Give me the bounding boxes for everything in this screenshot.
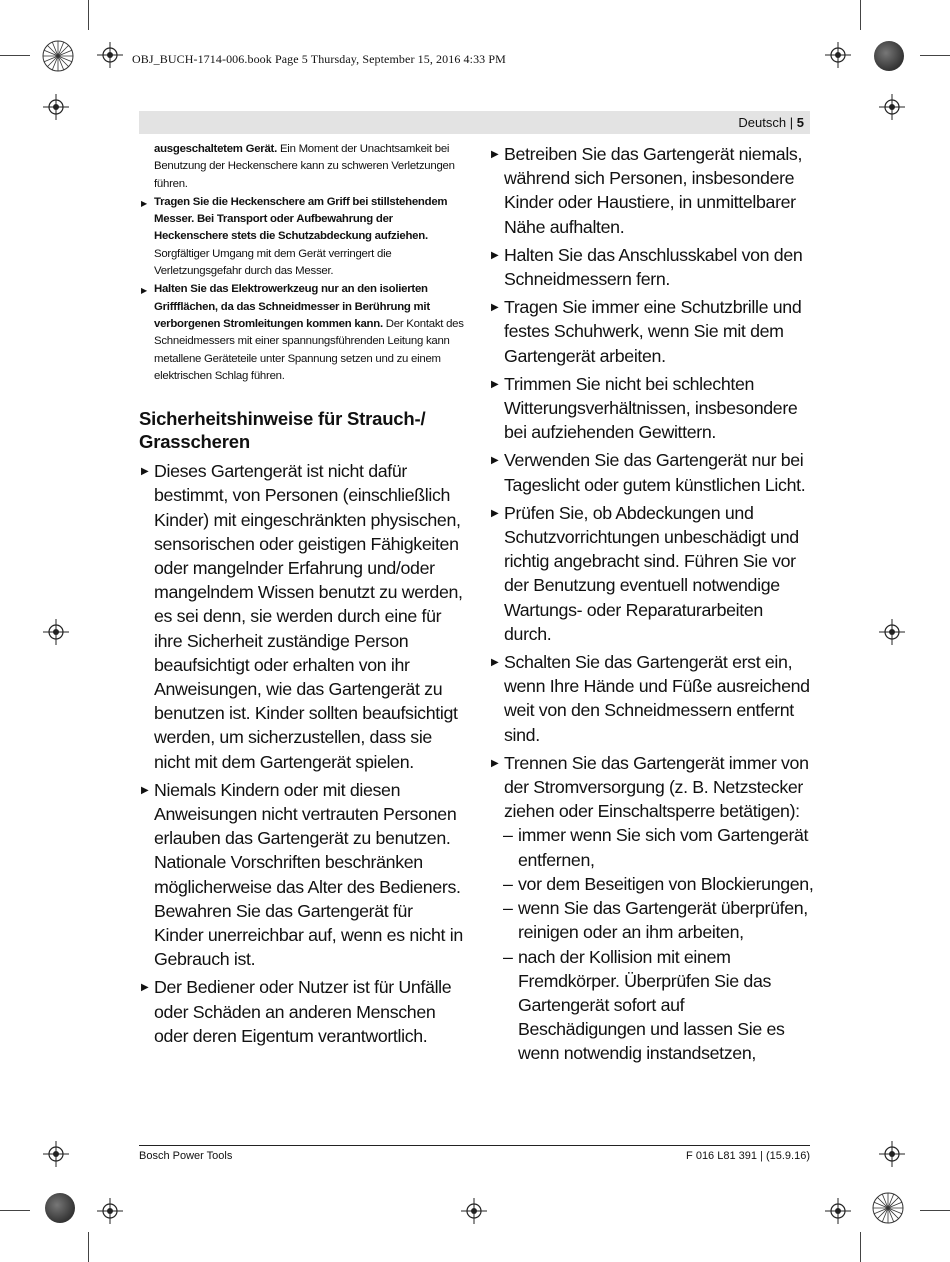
dash-glyph: –: [503, 873, 513, 894]
crosshair-mark-icon: [825, 42, 851, 68]
registration-rosette-icon: [42, 40, 74, 72]
print-slug: OBJ_BUCH-1714-006.book Page 5 Thursday, September 15, 2016 4:33 PM: [132, 52, 506, 66]
section-heading: Sicherheitshinweise für Strauch-/ Grasscheren: [139, 408, 426, 453]
dash-list-item: – vor dem Beseitigen von Blockierungen,: [489, 872, 814, 896]
crop-mark: [0, 55, 30, 56]
warning-item: ▶ Der Bediener oder Nutzer ist für Unfälle oder Schäden an anderen Menschen oder deren Eigentum verantwortlich.: [141, 977, 452, 1046]
crosshair-mark-icon: [879, 94, 905, 120]
warning-item: ▶ Tragen Sie die Heckenschere am Griff bei stillstehendem Messer. Bei Transport oder Aufbewahrung der Heckenschere stets die Schutzabdeckung aufziehen. Sorgfältiger Umgang mit dem Gerät verringert die Verletzungsgefahr durch das Messer.: [141, 195, 448, 278]
warning-item: ▶ Halten Sie das Anschlusskabel von den Schneidmessern fern.: [491, 244, 803, 290]
right-column: [489, 142, 814, 1066]
crop-mark: [920, 1210, 950, 1211]
crop-mark: [0, 1210, 30, 1211]
dash-glyph: –: [503, 898, 513, 919]
crosshair-mark-icon: [825, 1198, 851, 1224]
continued-paragraph: ausgeschaltetem Gerät. Ein Moment der Unachtsamkeit bei Benutzung der Heckenschere kann zu schweren Verletzungen führen.: [154, 143, 455, 190]
crosshair-mark-icon: [43, 619, 69, 645]
dash-list-item: – nach der Kollision mit einem Fremdkörper. Überprüfen Sie das Gartengerät sofort auf Beschädigungen und lassen Sie es wenn notwendig instandsetzen,: [503, 946, 785, 1064]
header-language: Deutsch: [738, 115, 787, 130]
bullet-arrow-icon: ▶: [491, 455, 499, 467]
page-number: 5: [796, 115, 804, 130]
registration-dot-icon: [45, 1193, 75, 1223]
warning-item: ▶ Dieses Gartengerät ist nicht dafür bestimmt, von Personen (einschließlich Kinder) mit eingeschränkten physischen, sensorischen oder geistigen Fähigkeiten oder mangelnder Erfahrung und/oder mangelndem Wissen benutzt zu werden, es sei denn, sie werden durch eine für ihre Sicherheit zuständige Person beaufsichtigt oder erhalten von ihr Anweisungen, wie das Gartengerät zu benutzen ist. Kinder sollten beaufsichtigt werden, um sicherzustellen, dass sie nicht mit dem Gartengerät spielen.: [141, 461, 463, 772]
warning-item: ▶ Niemals Kindern oder mit diesen Anweisungen nicht vertrauten Personen erlauben das Gartengerät zu benutzen. Nationale Vorschriften beschränken möglicherweise das Alter des Bedieners. Bewahren Sie das Gartengerät für Kinder unerreichbar auf, wenn es nicht in Gebrauch ist.: [141, 779, 463, 970]
bullet-arrow-icon: ▶: [491, 378, 499, 390]
header-text: [738, 115, 804, 130]
crop-mark: [88, 1232, 89, 1262]
footer-doc-number: F 016 L81 391 | (15.9.16): [686, 1150, 810, 1162]
bullet-arrow-icon: ▶: [491, 149, 499, 160]
crop-mark: [88, 0, 89, 30]
dash-glyph: –: [503, 825, 513, 846]
header-separator: |: [789, 115, 794, 130]
crop-mark: [860, 0, 861, 30]
crosshair-mark-icon: [879, 619, 905, 645]
dash-list-item: – immer wenn Sie sich vom Gartengerät entfernen,: [503, 825, 809, 870]
crop-mark: [920, 55, 950, 56]
footer-rule: [139, 1145, 810, 1146]
bullet-arrow-icon: ▶: [491, 657, 499, 669]
bullet-arrow-icon: ▶: [141, 784, 149, 796]
bullet-arrow-icon: ▶: [141, 286, 147, 296]
bullet-arrow-icon: ▶: [491, 507, 499, 519]
warning-item: ▶ Halten Sie das Elektrowerkzeug nur an den isolierten Griffflächen, da das Schneidmesser in Berührung mit verborgenen Stromleitungen kommen kann. Der Kontakt des Schneidmessers mit einer spannungsführenden Leitung kann metallene Geräteteile unter Spannung setzen und zu einem elektrischen Schlag führen.: [141, 283, 464, 382]
crop-mark: [860, 1232, 861, 1262]
dash-list-item: – wenn Sie das Gartengerät überprüfen, reinigen oder an ihm arbeiten,: [503, 898, 808, 943]
registration-rosette-icon: [872, 1192, 904, 1224]
left-column: [139, 141, 464, 1048]
registration-dot-icon: [874, 41, 904, 71]
warning-item: ▶ Verwenden Sie das Gartengerät nur bei Tageslicht oder gutem künstlichen Licht.: [491, 450, 806, 495]
crosshair-mark-icon: [43, 1141, 69, 1167]
warning-item: ▶ Prüfen Sie, ob Abdeckungen und Schutzvorrichtungen unbeschädigt und richtig angebracht sind. Führen Sie vor der Benutzung eventuell notwendige Wartungs- oder Reparaturarbeiten durch.: [491, 502, 799, 644]
warning-item: ▶ Trennen Sie das Gartengerät immer von der Stromversorgung (z. B. Netzstecker ziehen oder Einschaltsperre betätigen):: [491, 752, 809, 822]
garden-tool-warnings: [489, 142, 814, 1066]
warning-item: ▶ Trimmen Sie nicht bei schlechten Witterungsverhältnissen, insbesondere bei aufziehenden Gewittern.: [491, 373, 798, 443]
warning-item: ▶ Betreiben Sie das Gartengerät niemals, während sich Personen, insbesondere Kinder oder Haustiere, in unmittelbarer Nähe aufhalten.: [491, 144, 803, 237]
bullet-arrow-icon: ▶: [491, 249, 499, 261]
warning-item: ▶ Tragen Sie immer eine Schutzbrille und festes Schuhwerk, wenn Sie mit dem Gartengerät arbeiten.: [491, 297, 802, 366]
crosshair-mark-icon: [43, 94, 69, 120]
warning-item: ▶ Schalten Sie das Gartengerät erst ein, wenn Ihre Hände und Füße ausreichend weit von den Schneidmessern entfernt sind.: [491, 652, 810, 745]
bullet-arrow-icon: ▶: [141, 198, 147, 208]
dash-glyph: –: [503, 946, 513, 967]
footer-brand: Bosch Power Tools: [139, 1150, 233, 1162]
hedge-trimmer-warnings: [139, 141, 464, 385]
bullet-arrow-icon: ▶: [491, 757, 499, 769]
bullet-arrow-icon: ▶: [141, 466, 149, 478]
crosshair-mark-icon: [461, 1198, 487, 1224]
shrub-shear-warnings: [139, 459, 464, 1048]
crosshair-mark-icon: [97, 42, 123, 68]
bullet-arrow-icon: ▶: [491, 302, 499, 314]
crosshair-mark-icon: [97, 1198, 123, 1224]
crosshair-mark-icon: [879, 1141, 905, 1167]
bullet-arrow-icon: ▶: [141, 982, 149, 994]
running-header: [139, 111, 810, 134]
